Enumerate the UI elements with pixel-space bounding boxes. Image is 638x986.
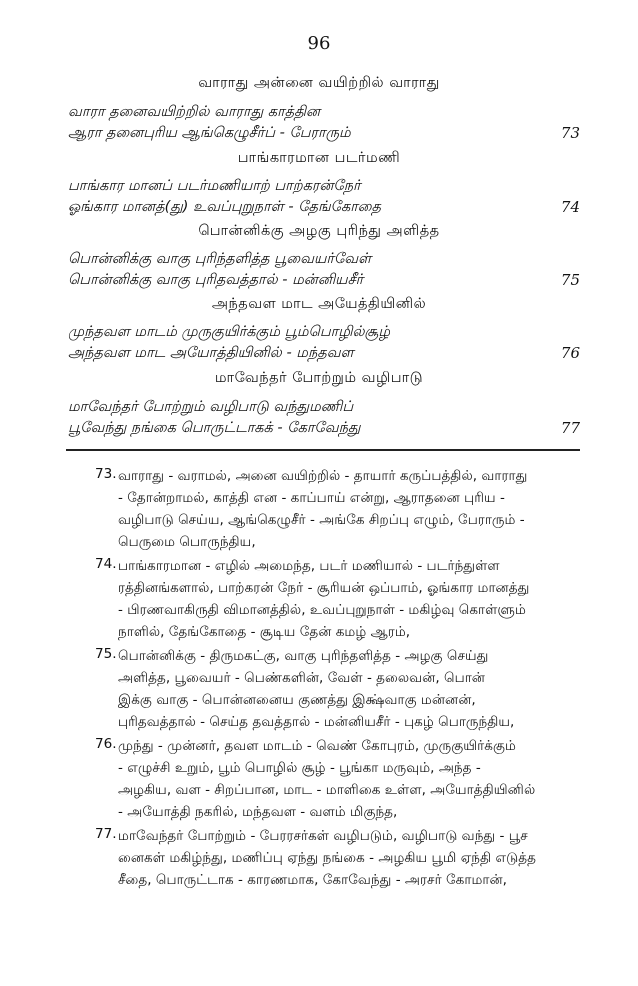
verse-line: ஆரா தனைபுரிய ஆங்கெழுசீர்ப் - பேராரும் — [68, 125, 351, 141]
gloss-number: 77. — [95, 826, 117, 842]
verse-line: வாரா தனைவயிற்றில் வாராது காத்தின — [68, 104, 321, 120]
gloss-number: 75. — [95, 646, 117, 662]
gloss-line: - எழுச்சி உறும், பூம் பொழில் சூழ் - பூங்கா மருவும், அந்த - — [118, 760, 481, 776]
page-number: 96 — [307, 33, 331, 54]
verse-line: பாங்கார மானப் படர்மணியாற் பாற்கரன்நேர் — [68, 178, 361, 194]
verse-line: அந்தவள மாட அயோத்தியினில் - மந்தவள — [68, 345, 354, 361]
gloss-line: வழிபாடு செய்ய, ஆங்கெழுசீர் - அங்கே சிறப்பு எழும், பேராரும் - — [118, 512, 525, 528]
verse-line: ஓங்கார மானத்(து) உவப்புறுநாள் - தேங்கோதை — [68, 199, 381, 215]
verse-number: 73 — [560, 124, 580, 142]
gloss-line: நாளில், தேங்கோதை - சூடிய தேன் கமழ் ஆரம், — [118, 624, 411, 640]
gloss-number: 76. — [95, 736, 117, 752]
gloss-number: 74. — [95, 556, 117, 572]
divider-rule — [66, 449, 580, 451]
verse-heading: மாவேந்தர் போற்றும் வழிபாடு — [214, 370, 424, 386]
gloss-number: 73. — [95, 466, 117, 482]
gloss-line: னைகள் மகிழ்ந்து, மணிப்பு ஏந்து நங்கை - அழகிய பூமி ஏந்தி எடுத்த — [118, 850, 536, 866]
verse-heading: பாங்காரமான படர்மணி — [237, 150, 401, 166]
verse-heading: பொன்னிக்கு அழகு புரிந்து அளித்த — [198, 223, 440, 239]
verse-heading: வாராது அன்னை வயிற்றில் வாராது — [198, 75, 440, 91]
gloss-line: பொன்னிக்கு - திருமகட்கு, வாகு புரிந்தளித்த - அழகு செய்து — [118, 648, 489, 664]
gloss-line: பாங்காரமான - எழில் அமைந்த, படர் மணியால் - படர்ந்துள்ள — [118, 558, 500, 574]
verse-number: 75 — [560, 271, 580, 289]
verse-line: முந்தவள மாடம் முருகுயிர்க்கும் பூம்பொழில்சூழ் — [68, 324, 391, 340]
verse-line: மாவேந்தர் போற்றும் வழிபாடு வந்துமணிப் — [68, 399, 354, 415]
gloss-line: புரிதவத்தால் - செய்த தவத்தால் - மன்னியசீர் - புகழ் பொருந்திய, — [118, 714, 515, 730]
gloss-line: - பிரணவாகிருதி விமானத்தில், உவப்புறுநாள் - மகிழ்வு கொள்ளும் — [118, 602, 526, 618]
gloss-line: பெருமை பொருந்திய, — [118, 534, 256, 550]
verse-line: பொன்னிக்கு வாகு புரிதவத்தால் - மன்னியசீர் — [68, 272, 364, 288]
gloss-line: முந்து - முன்னர், தவள மாடம் - வெண் கோபுரம், முருகுயிர்க்கும் — [118, 738, 516, 754]
verse-number: 76 — [560, 344, 580, 362]
gloss-line: ரத்தினங்களால், பாற்கரன் நேர் - சூரியன் ஒப்பாம், ஓங்கார மானத்து — [118, 580, 530, 596]
verse-line: பூவேந்து நங்கை பொருட்டாகக் - கோவேந்து — [68, 420, 361, 436]
gloss-line: - அயோத்தி நகரில், மந்தவள - வளம் மிகுந்த, — [118, 804, 398, 820]
gloss-line: அழகிய, வள - சிறப்பான, மாட - மாளிகை உள்ள, அயோத்தியினில் — [118, 782, 536, 798]
gloss-line: மாவேந்தர் போற்றும் - பேரரசர்கள் வழிபடும், வழிபாடு வந்து - பூச — [118, 828, 528, 844]
gloss-line: - தோன்றாமல், காத்தி என - காப்பாய் என்று, ஆராதனை புரிய - — [118, 490, 505, 506]
verse-heading: அந்தவள மாட அயேத்தியினில் — [211, 296, 427, 312]
gloss-line: வாராது - வராமல், அனை வயிற்றில் - தாயார் கருப்பத்தில், வாராது — [118, 468, 528, 484]
verse-line: பொன்னிக்கு வாகு புரிந்தளித்த பூவையர்வேள் — [68, 251, 372, 267]
gloss-line: சீதை, பொருட்டாக - காரணமாக, கோவேந்து - அரசர் கோமான், — [118, 872, 508, 888]
verse-number: 77 — [560, 419, 580, 437]
gloss-line: அளித்த, பூவையர் - பெண்களின், வேள் - தலைவன், பொன் — [118, 670, 485, 686]
gloss-line: இக்கு வாகு - பொன்னனைய குணத்து இக்ஷ்வாகு மன்னன், — [118, 692, 476, 708]
verse-number: 74 — [560, 198, 580, 216]
